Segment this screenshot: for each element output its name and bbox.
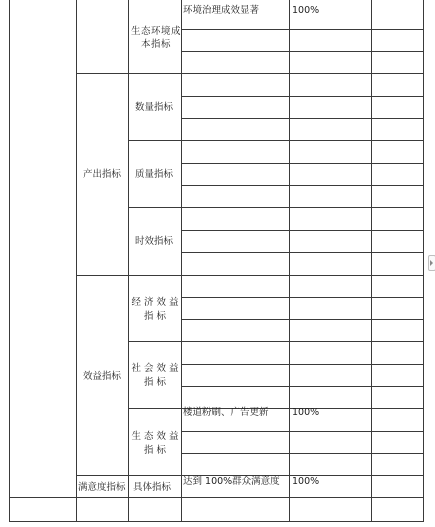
cost-value-cell: 100%	[292, 5, 320, 16]
row-line	[181, 297, 424, 298]
col-line-left	[9, 0, 10, 522]
social-benefit-label: 社 会 效 益 指 标	[131, 363, 179, 388]
quality-indicator-label: 质量指标	[135, 169, 174, 180]
group-line-output	[76, 73, 424, 74]
satisfaction-indicator-label: 满意度指标	[78, 482, 126, 493]
sub-line-ecological	[128, 408, 424, 409]
quantity-indicator-label: 数量指标	[135, 102, 174, 113]
eco-value-cell: 100%	[292, 407, 320, 418]
row-line	[181, 51, 424, 52]
benefit-indicator-label: 效益指标	[83, 371, 122, 382]
col-line-right	[423, 0, 424, 522]
satisfaction-value-cell: 100%	[292, 476, 320, 487]
satisfaction-sub-label: 具体指标	[133, 482, 172, 493]
row-line	[181, 118, 424, 119]
row-line	[181, 163, 424, 164]
row-line	[181, 96, 424, 97]
cost-indicator-label: 生态环境成本指标	[131, 26, 182, 50]
row-line	[181, 230, 424, 231]
ecological-benefit-label: 生 态 效 益 指 标	[131, 431, 179, 456]
row-line	[181, 319, 424, 320]
satisfaction-content-cell: 达到 100%群众满意度	[183, 476, 280, 487]
economic-benefit-label: 经 济 效 益 指 标	[131, 297, 179, 322]
col-line-3	[181, 0, 182, 522]
row-line	[181, 431, 424, 432]
col-line-2	[128, 0, 129, 522]
row-line-bottom	[9, 521, 424, 522]
row-line	[181, 386, 424, 387]
timeliness-indicator-label: 时效指标	[135, 236, 174, 247]
row-line	[181, 29, 424, 30]
sub-line-timeliness	[128, 207, 424, 208]
cost-content-cell: 环境治理成效显著	[183, 5, 260, 16]
expand-handle-icon[interactable]	[428, 255, 435, 271]
sub-line-social	[128, 341, 424, 342]
group-line-benefit	[76, 275, 424, 276]
eco-content-cell: 楼道粉刷、广告更新	[183, 407, 269, 418]
sub-line-quality	[128, 140, 424, 141]
row-line	[181, 364, 424, 365]
col-line-4	[289, 0, 290, 522]
row-line-last	[9, 497, 424, 498]
output-indicator-label: 产出指标	[83, 169, 122, 180]
row-line	[181, 453, 424, 454]
row-line	[181, 185, 424, 186]
col-line-1	[76, 0, 77, 522]
col-line-5	[371, 0, 372, 522]
row-line	[181, 252, 424, 253]
